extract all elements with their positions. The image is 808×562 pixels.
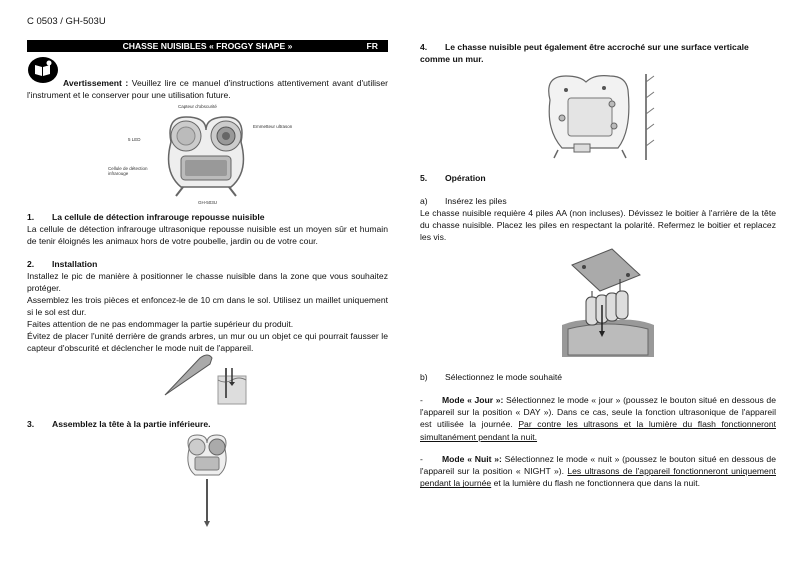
title-bar xyxy=(27,40,388,52)
mode-night-label: Mode « Nuit »: xyxy=(442,454,502,464)
mode-day-paragraph xyxy=(420,394,776,443)
section-5-heading xyxy=(420,172,486,184)
step-a-text: Le chasse nuisible requière 4 piles AA (non incluses). Dévissez le boitier à l'arrière de la tête du chasse nuisible. Placez les piles en respectant la polarité. Refermez le boitier et replacez les vis. xyxy=(420,208,776,243)
section-3-title: Assemblez la tête à la partie inférieure. xyxy=(52,419,211,429)
step-a-heading xyxy=(420,195,507,207)
figure-caption: GH-503U xyxy=(198,200,218,205)
section-1-number: 1. xyxy=(27,212,35,222)
section-2-p4: Évitez de placer l'unité derrière de grands arbres, un mur ou un objet ce qui pourrait fausser le capteur d'obscurité et déclencher le mode nuit de l'appareil. xyxy=(27,331,388,354)
section-2-p3: Faites attention de ne pas endommager la partie supérieur du produit. xyxy=(27,319,294,329)
label-emitter: Emmetteur ultrason xyxy=(253,124,293,129)
step-b-heading xyxy=(420,371,562,383)
step-a-label: a) xyxy=(420,196,428,206)
document-code: C 0503 / GH-503U xyxy=(27,16,106,27)
warning-label: Avertissement : xyxy=(63,78,129,88)
head-assembly-figure xyxy=(183,433,231,528)
mode-day-underline: Par contre les ultrasons et la lumière du flash fonctionneront simultanément pendant la nuit. xyxy=(420,419,776,442)
warning-paragraph xyxy=(27,77,388,101)
section-3-number: 3. xyxy=(27,419,35,429)
label-ir-cell: Cellule de détection infrarouge xyxy=(108,166,148,176)
battery-figure xyxy=(562,245,654,357)
section-3-heading xyxy=(27,418,211,430)
step-b-title: Sélectionnez le mode souhaité xyxy=(445,372,563,382)
mode-day-label: Mode « Jour »: xyxy=(442,395,504,405)
section-2-title: Installation xyxy=(52,259,98,269)
mode-night-underline: Les ultrasons de l'appareil fonctionneront uniquement pendant la journée xyxy=(420,466,776,489)
section-2-heading xyxy=(27,258,97,270)
mode-night-tail: et la lumière du flash ne fonctionnera que dans la nuit. xyxy=(491,478,700,489)
label-dark-sensor: Capteur d'obscurité xyxy=(178,104,217,109)
label-led: 5 LED xyxy=(128,137,141,142)
step-b-label: b) xyxy=(420,372,428,382)
section-5-title: Opération xyxy=(445,173,486,183)
section-5-number: 5. xyxy=(420,173,428,183)
page-title: CHASSE NUISIBLES « FROGGY SHAPE » xyxy=(122,41,293,51)
stake-figure xyxy=(160,350,250,408)
section-4-title: Le chasse nuisible peut également être accroché sur une surface verticale comme un mur. xyxy=(420,42,749,65)
section-1-heading xyxy=(27,211,265,223)
mode-night-dash: - xyxy=(420,454,423,464)
device-figure xyxy=(108,100,308,208)
warning-text: Veuillez lire ce manuel d'instructions attentivement avant d'utiliser l'instrument et le conserver pour une utilisation future. xyxy=(27,78,388,101)
section-2-number: 2. xyxy=(27,259,35,269)
section-2-p2: Assemblez les trois pièces et enfoncez-le de 10 cm dans le sol. Utilisez un maillet uniquement si le sol est dur. xyxy=(27,295,388,318)
section-1-text: La cellule de détection infrarouge ultrasonique repousse nuisible est un moyen sûr et humain de tenir éloignés les animaux hors de votre poubelle, jardin ou de votre cour. xyxy=(27,224,388,247)
mode-night-paragraph xyxy=(420,453,776,490)
step-a-title: Insérez les piles xyxy=(445,196,507,206)
section-2-p1: Installez le pic de manière à positionner le chasse nuisible dans la zone que vous souhaitez protéger. xyxy=(27,271,388,294)
device-drawing xyxy=(161,112,251,198)
mode-day-text: Sélectionnez le mode « jour » (poussez le bouton situé en dessous de l'appareil sur la position « DAY »). Dans ce cas, seule la fonction ultrasonique de l'appareil est utilisée la journée. xyxy=(420,395,776,430)
language-code: FR xyxy=(366,41,378,51)
mode-day-dash: - xyxy=(420,395,423,405)
section-1-title: La cellule de détection infrarouge repousse nuisible xyxy=(52,212,265,222)
section-4-heading xyxy=(420,41,776,65)
wall-mount-figure xyxy=(540,70,670,162)
section-4-number: 4. xyxy=(420,42,428,52)
mode-night-text: Sélectionnez le mode « nuit » (poussez le bouton situé en dessous de l'appareil sur la position « NIGHT »). xyxy=(420,454,776,477)
